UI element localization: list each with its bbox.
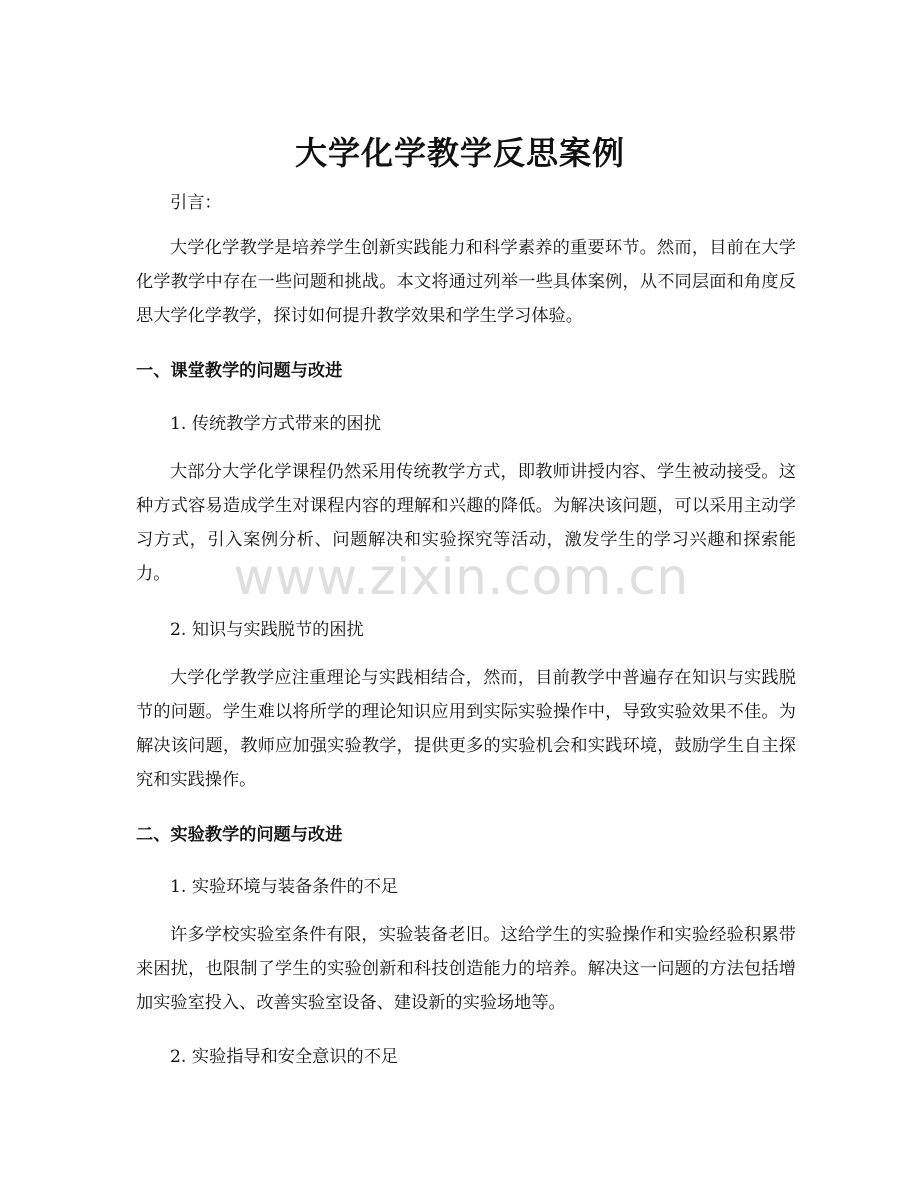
- section-1-subtitle-1: 1. 传统教学方式带来的困扰: [170, 414, 381, 434]
- section-2-paragraph-1: 许多学校实验室条件有限，实验装备老旧。这给学生的实验操作和实验经验积累带来困扰，也限制了学生的实验创新和科技创造能力的培养。解决这一问题的方法包括增加实验室投入、改善实验室设备、建设新的实验场地等。: [136, 925, 796, 1013]
- section-heading-1: 一、课堂教学的问题与改进: [136, 361, 343, 381]
- document-title: 大学化学教学反思案例: [294, 134, 625, 173]
- watermark: www.zixin.com.cn: [233, 548, 689, 606]
- section-1-paragraph-2: 大学化学教学应注重理论与实践相结合，然而，目前教学中普遍存在知识与实践脱节的问题。学生难以将所学的理论知识应用到实际实验操作中，导致实验效果不佳。为解决该问题，教师应加强实验教学，提供更多的实验机会和实践环境，鼓励学生自主探究和实践操作。: [136, 668, 796, 790]
- section-2-subtitle-2: 2. 实验指导和安全意识的不足: [170, 1047, 399, 1067]
- section-1-paragraph-1: 大部分大学化学课程仍然采用传统教学方式，即教师讲授内容、学生被动接受。这种方式容易造成学生对课程内容的理解和兴趣的降低。为解决该问题，可以采用主动学习方式，引入案例分析、问题解决和实验探究等活动，激发学生的学习兴趣和探索能力。: [136, 462, 796, 584]
- section-2-subtitle-1: 1. 实验环境与装备条件的不足: [170, 877, 399, 897]
- section-heading-2: 二、实验教学的问题与改进: [136, 825, 343, 845]
- intro-label: 引言：: [170, 193, 222, 213]
- section-1-subtitle-2: 2. 知识与实践脱节的困扰: [170, 620, 364, 640]
- intro-paragraph: 大学化学教学是培养学生创新实践能力和科学素养的重要环节。然而，目前在大学化学教学中存在一些问题和挑战。本文将通过列举一些具体案例，从不同层面和角度反思大学化学教学，探讨如何提升教学效果和学生学习体验。: [136, 238, 796, 326]
